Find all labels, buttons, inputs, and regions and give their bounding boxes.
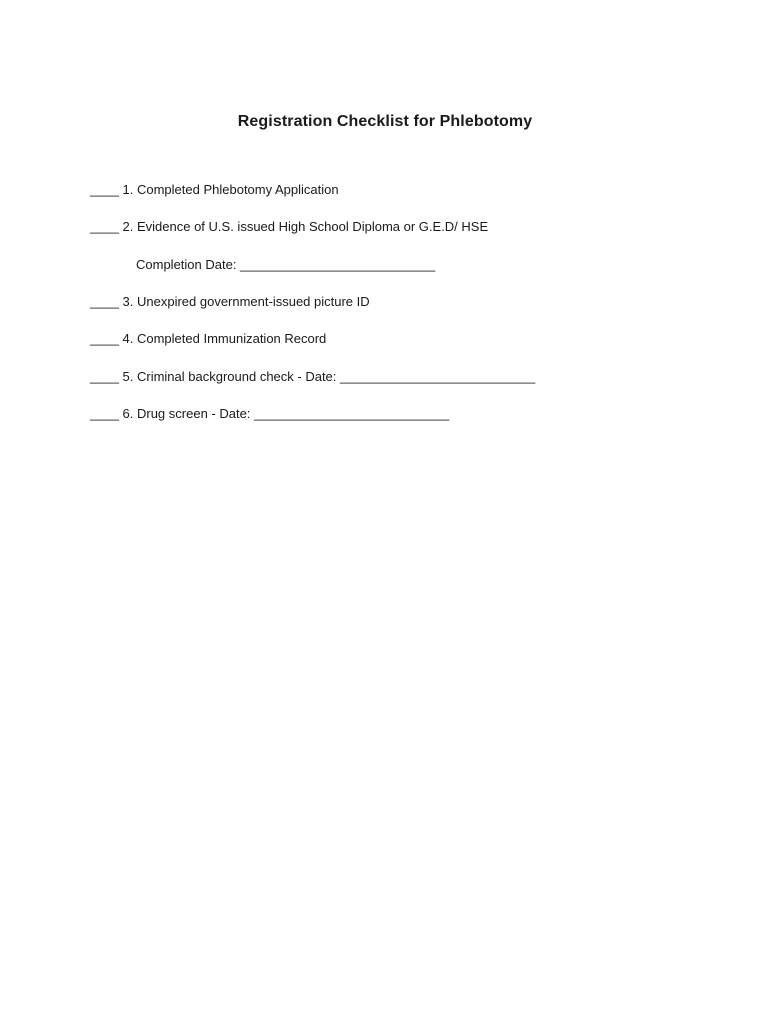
checklist-item-2: ____ 2. Evidence of U.S. issued High School Diploma or G.E.D/ HSE [90,219,489,234]
checklist-item-6: ____ 6. Drug screen - Date: ___________________________ [90,406,450,421]
page-title: Registration Checklist for Phlebotomy [237,113,533,130]
completion-date-line: Completion Date: ___________________________ [136,257,436,272]
checklist-item-4: ____ 4. Completed Immunization Record [90,331,327,346]
checklist-item-5: ____ 5. Criminal background check - Date: ___________________________ [90,369,536,384]
checklist-item-3: ____ 3. Unexpired government-issued picture ID [90,294,370,309]
checklist-item-1: ____ 1. Completed Phlebotomy Application [90,182,339,197]
